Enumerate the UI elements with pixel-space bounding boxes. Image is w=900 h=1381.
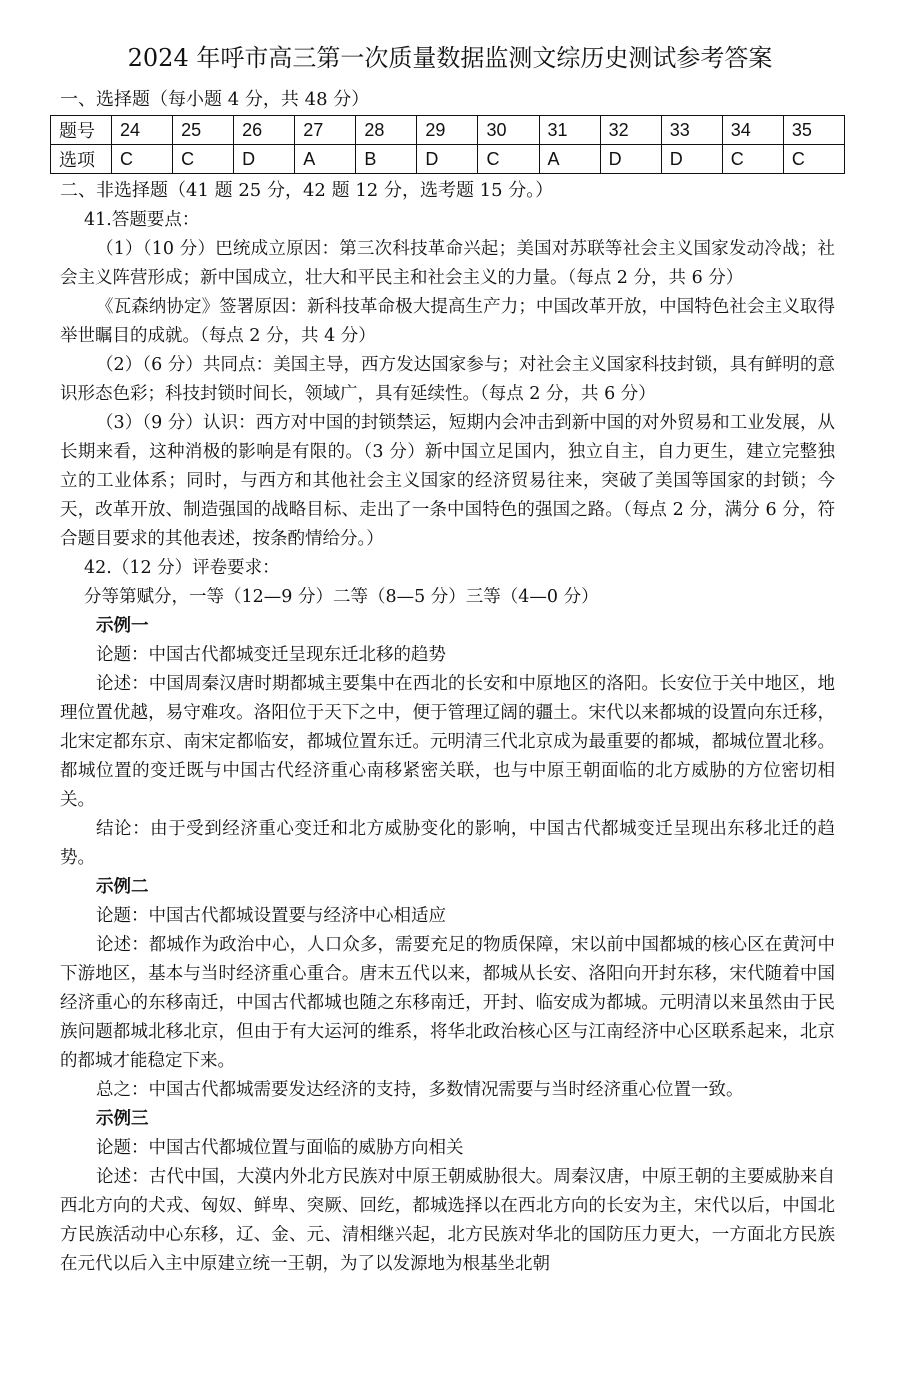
question-number-cell: 24	[112, 116, 173, 145]
row-label-answer: 选项	[51, 145, 112, 174]
q41-part3: （3）（9 分）认识：西方对中国的封锁禁运，短期内会冲击到新中国的对外贸易和工业发展，从长期来看，这种消极的影响是有限的。（3 分）新中国立足国内，独立自主，自力更生，建立完整独立的工业体系；同时，与西方和其他社会主义国家的经济贸易往来，突破了美国等国家的封锁；今天，改革开放、制造强国的战略目标、走出了一条中国特色的强国之路。（每点 2 分，满分 6 分，符合题目要求的其他表述，按条酌情给分。）	[60, 413, 835, 549]
answer-cell: D	[661, 145, 722, 174]
q41-part1-wassenaar: 《瓦森纳协定》签署原因：新科技革命极大提高生产力；中国改革开放，中国特色社会主义取得举世瞩目的成就。（每点 2 分，共 4 分）	[60, 297, 835, 346]
answer-row	[51, 145, 845, 174]
answer-cell: C	[722, 145, 783, 174]
question-number-cell: 29	[417, 116, 478, 145]
example3-argument: 论述：古代中国，大漠内外北方民族对中原王朝威胁很大。周秦汉唐，中原王朝的主要威胁来自西北方向的犬戎、匈奴、鲜卑、突厥、回纥，都城选择以在西北方向的长安为主，宋代以后，中国北方民族活动中心东移，辽、金、元、清相继兴起，北方民族对华北的国防压力更大，一方面北方民族在元代以后入主中原建立统一王朝，为了以发源地为根基坐北朝	[60, 1167, 835, 1274]
question-number-row	[51, 116, 845, 145]
page-title: 2024 年呼市高三第一次质量数据监测文综历史测试参考答案	[127, 44, 773, 72]
question-number-cell: 27	[295, 116, 356, 145]
answer-cell: D	[417, 145, 478, 174]
answer-table	[50, 115, 845, 174]
q42-heading: 42.（12 分）评卷要求：	[84, 558, 280, 578]
example1-argument: 论述：中国周秦汉唐时期都城主要集中在西北的长安和中原地区的洛阳。长安位于关中地区，地理位置优越，易守难攻。洛阳位于天下之中，便于管理辽阔的疆土。宋代以来都城的设置向东迁移，北宋定都东京、南宋定都临安，都城位置东迁。元明清三代北京成为最重要的都城，都城位置北移。都城位置的变迁既与中国古代经济重心南移紧密关联，也与中原王朝面临的北方威胁的方位密切相关。	[60, 674, 835, 810]
answer-cell: A	[295, 145, 356, 174]
answer-body	[60, 206, 835, 1279]
answer-cell: C	[478, 145, 539, 174]
q41-part2: （2）（6 分）共同点：美国主导，西方发达国家参与；对社会主义国家科技封锁，具有鲜明的意识形态色彩；科技封锁时间长，领域广，具有延续性。（每点 2 分，共 6 分）	[60, 355, 835, 404]
question-number-cell: 30	[478, 116, 539, 145]
section1-heading: 一、选择题（每小题 4 分，共 48 分）	[60, 89, 370, 110]
question-number-cell: 28	[356, 116, 417, 145]
example2-topic: 论题：中国古代都城设置要与经济中心相适应	[96, 906, 446, 926]
answer-cell: C	[173, 145, 234, 174]
q41-heading: 41.答题要点：	[84, 210, 200, 230]
section2-heading: 二、非选择题（41 题 25 分，42 题 12 分，选考题 15 分。）	[60, 180, 554, 201]
example1-conclusion: 结论：由于受到经济重心变迁和北方威胁变化的影响，中国古代都城变迁呈现出东移北迁的趋势。	[60, 819, 835, 868]
q41-part1: （1）（10 分）巴统成立原因：第三次科技革命兴起；美国对苏联等社会主义国家发动冷战；社会主义阵营形成；新中国成立，壮大和平民主和社会主义的力量。（每点 2 分，共 6 分）	[60, 239, 835, 288]
question-number-cell: 25	[173, 116, 234, 145]
question-number-cell: 34	[722, 116, 783, 145]
answer-cell: C	[783, 145, 844, 174]
example2-argument: 论述：都城作为政治中心，人口众多，需要充足的物质保障，宋以前中国都城的核心区在黄河中下游地区，基本与当时经济重心重合。唐末五代以来，都城从长安、洛阳向开封东移，宋代随着中国经济重心的东移南迁，中国古代都城也随之东移南迁，开封、临安成为都城。元明清以来虽然由于民族问题都城北移北京，但由于有大运河的维系，将华北政治核心区与江南经济中心区联系起来，北京的都城才能稳定下来。	[60, 935, 835, 1071]
example1-topic: 论题：中国古代都城变迁呈现东迁北移的趋势	[96, 645, 446, 665]
example3-topic: 论题：中国古代都城位置与面临的威胁方向相关	[96, 1138, 464, 1158]
question-number-cell: 32	[600, 116, 661, 145]
question-number-cell: 35	[783, 116, 844, 145]
row-label-number: 题号	[51, 116, 112, 145]
answer-cell: A	[539, 145, 600, 174]
question-number-cell: 33	[661, 116, 722, 145]
answer-cell: C	[112, 145, 173, 174]
answer-cell: D	[234, 145, 295, 174]
example3-title: 示例三	[96, 1109, 149, 1129]
example1-title: 示例一	[96, 616, 149, 636]
q42-grading: 分等第赋分，一等（12—9 分）二等（8—5 分）三等（4—0 分）	[84, 587, 599, 607]
question-number-cell: 26	[234, 116, 295, 145]
question-number-cell: 31	[539, 116, 600, 145]
answer-cell: B	[356, 145, 417, 174]
example2-conclusion: 总之：中国古代都城需要发达经济的支持，多数情况需要与当时经济重心位置一致。	[96, 1080, 744, 1100]
answer-cell: D	[600, 145, 661, 174]
example2-title: 示例二	[96, 877, 149, 897]
